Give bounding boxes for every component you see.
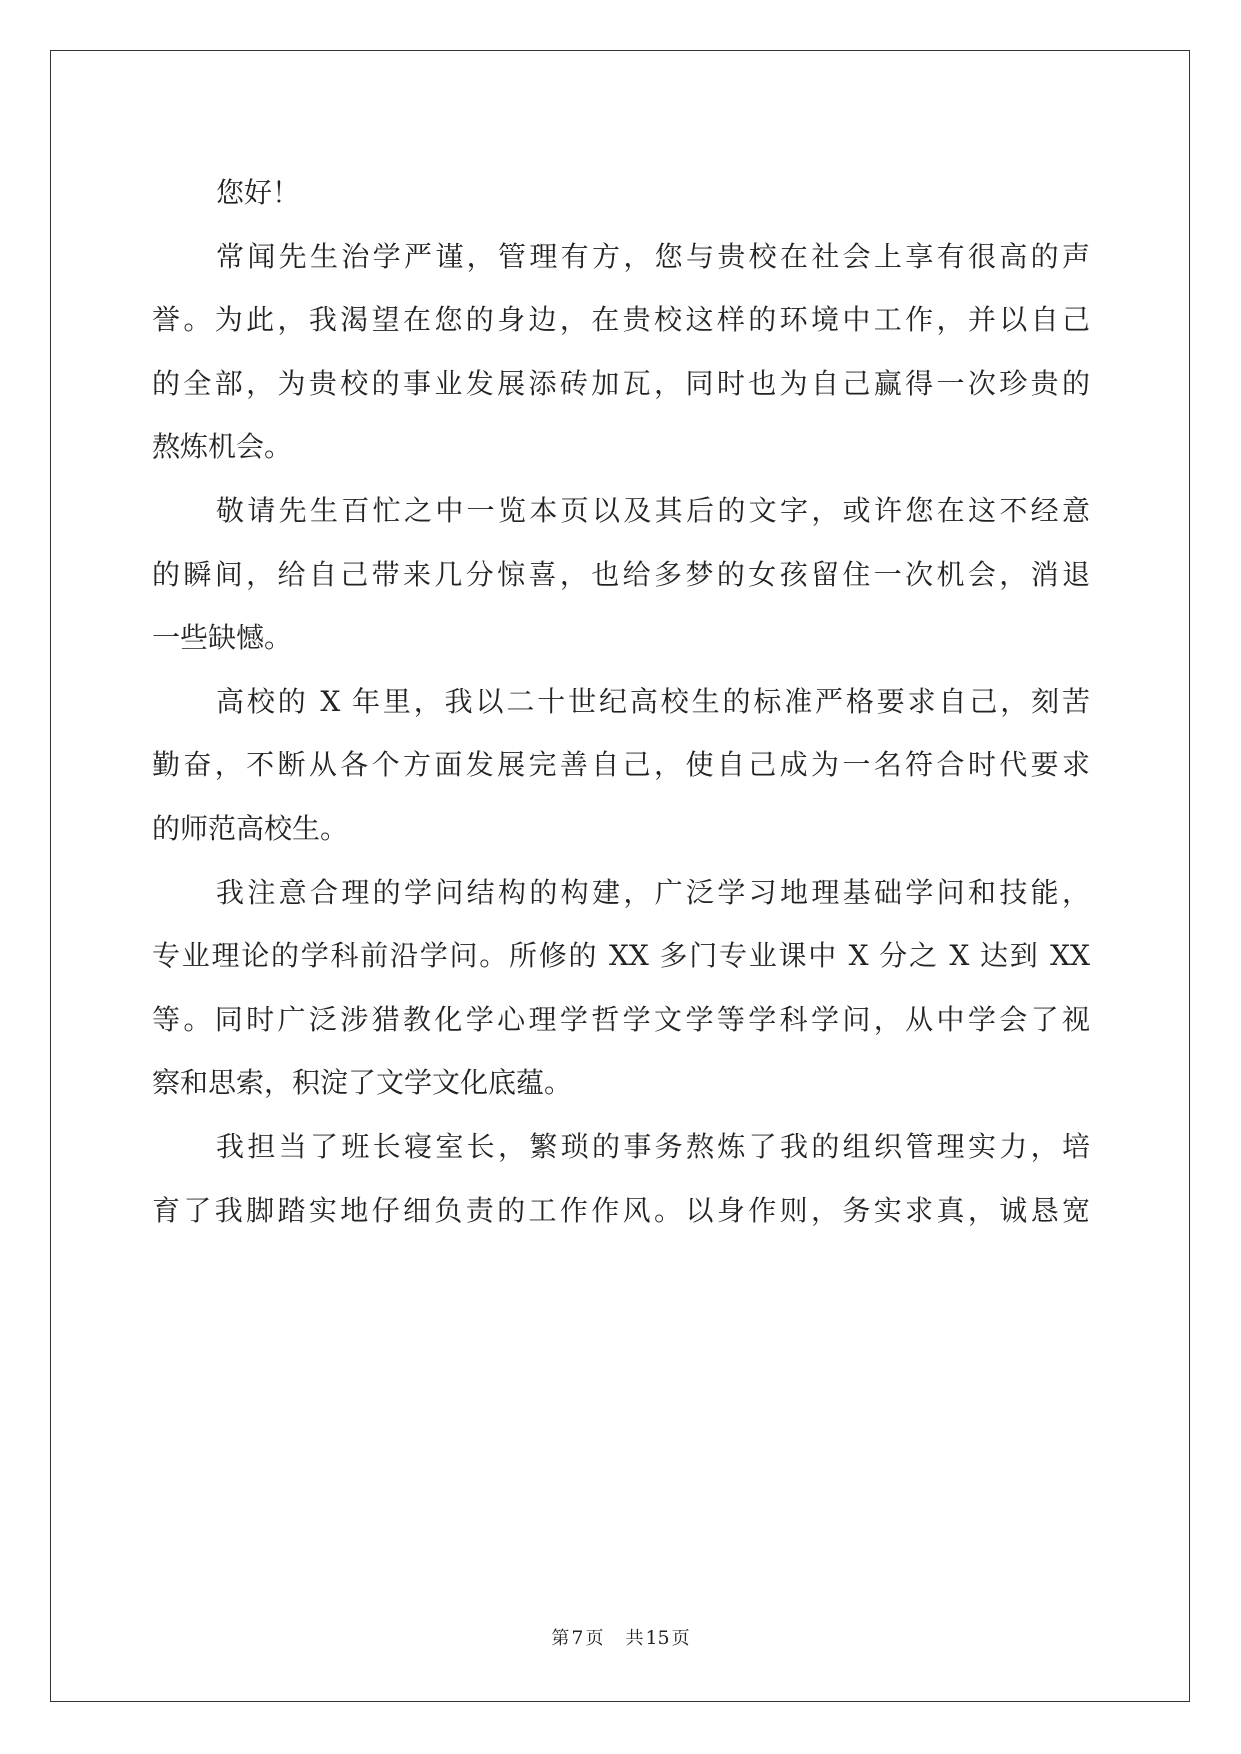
- text-line: 您好！: [216, 176, 301, 209]
- text-line: 的瞬间，给自己带来几分惊喜，也给多梦的女孩留住一次机会，消退: [152, 557, 1090, 591]
- text-line: 誉。为此，我渴望在您的身边，在贵校这样的环境中工作，并以自己: [152, 303, 1090, 337]
- text-line: 等。同时广泛涉猎教化学心理学哲学文学等学科学问，从中学会了视: [152, 1002, 1090, 1036]
- text-line: 的师范高校生。: [152, 811, 349, 845]
- total-label-suffix: 页: [671, 1628, 690, 1649]
- text-line: 的全部，为贵校的事业发展添砖加瓦，同时也为自己赢得一次珍贵的: [152, 366, 1090, 400]
- text-line: 一些缺憾。: [152, 621, 293, 655]
- text-line: 专业理论的学科前沿学问。所修的 XX 多门专业课中 X 分之 X 达到 XX: [152, 939, 1090, 973]
- letter-body: [152, 161, 1090, 1242]
- text-line: 察和思索，积淀了文学文化底蕴。: [152, 1066, 573, 1100]
- total-label-prefix: 共: [625, 1628, 644, 1649]
- text-line: 敬请先生百忙之中一览本页以及其后的文字，或许您在这不经意: [216, 493, 1090, 527]
- text-line: 高校的 X 年里，我以二十世纪高校生的标准严格要求自己，刻苦: [216, 684, 1090, 718]
- page-label-suffix: 页: [585, 1628, 604, 1649]
- text-line: 我担当了班长寝室长，繁琐的事务熬炼了我的组织管理实力，培: [216, 1129, 1090, 1163]
- page-footer: [0, 1624, 1241, 1650]
- total-page-number: 15: [645, 1627, 670, 1649]
- text-line: 常闻先生治学严谨，管理有方，您与贵校在社会上享有很高的声: [216, 239, 1090, 273]
- text-line: 熬炼机会。: [152, 430, 293, 464]
- text-line: 勤奋，不断从各个方面发展完善自己，使自己成为一名符合时代要求: [152, 748, 1090, 782]
- page-label-prefix: 第: [551, 1628, 570, 1649]
- text-line: 育了我脚踏实地仔细负责的工作作风。以身作则，务实求真，诚恳宽: [152, 1193, 1090, 1227]
- text-line: 我注意合理的学问结构的构建，广泛学习地理基础学问和技能，: [216, 875, 1090, 909]
- current-page-number: 7: [571, 1627, 584, 1649]
